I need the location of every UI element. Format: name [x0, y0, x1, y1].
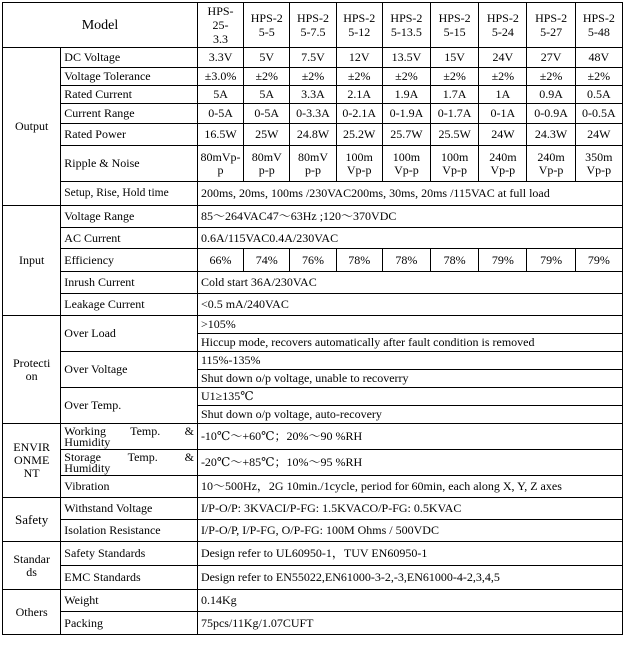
span-value: U1≥135℃	[197, 388, 622, 406]
value-cell: 240m Vp-p	[527, 146, 575, 182]
span-value: 0.14Kg	[197, 590, 622, 612]
span-value: Design refer to UL60950-1，TUV EN60950-1	[197, 542, 622, 566]
value-cell: 0-1.9A	[382, 104, 430, 124]
value-cell: 0-1.7A	[431, 104, 479, 124]
category-safety: Safety	[3, 498, 61, 542]
value-cell: 100m Vp-p	[431, 146, 479, 182]
value-cell: 100m Vp-p	[382, 146, 430, 182]
value-cell: 0-1A	[479, 104, 527, 124]
model-header-cell: HPS-25- 3.3	[197, 3, 243, 48]
value-cell: 15V	[431, 48, 479, 68]
value-cell: 3.3A	[290, 86, 336, 104]
row-label: Vibration	[61, 476, 198, 498]
value-cell: 24.8W	[290, 124, 336, 146]
value-cell: 0-0.9A	[527, 104, 575, 124]
working-temp-row	[3, 424, 623, 450]
over-temp-row-a	[3, 388, 623, 406]
row-label: Storage Temp. & Humidity	[61, 450, 198, 476]
value-cell: 24.3W	[527, 124, 575, 146]
model-header-cell: HPS-2 5-13.5	[382, 3, 430, 48]
emc-standards-row	[3, 566, 623, 590]
row-label: Over Voltage	[61, 352, 198, 388]
over-load-row-a	[3, 316, 623, 334]
span-value: 115%-135%	[197, 352, 622, 370]
value-cell: 1.9A	[382, 86, 430, 104]
value-cell: 24W	[479, 124, 527, 146]
value-cell: ±2%	[336, 68, 382, 86]
value-cell: 350m Vp-p	[575, 146, 622, 182]
row-label: Setup, Rise, Hold time	[61, 182, 198, 206]
value-cell: 5A	[244, 86, 290, 104]
value-cell: 12V	[336, 48, 382, 68]
safety-standards-row	[3, 542, 623, 566]
value-cell: ±2%	[527, 68, 575, 86]
value-cell: 240m Vp-p	[479, 146, 527, 182]
span-value: <0.5 mA/240VAC	[197, 294, 622, 316]
model-header-cell: HPS-2 5-48	[575, 3, 622, 48]
span-value: 10～500Hz，2G 10min./1cycle, period for 60min, each along X, Y, Z axes	[197, 476, 622, 498]
model-header-cell: HPS-2 5-7.5	[290, 3, 336, 48]
ripple-noise-row	[3, 146, 623, 182]
value-cell: ±2%	[575, 68, 622, 86]
value-cell: 7.5V	[290, 48, 336, 68]
row-label: Voltage Tolerance	[61, 68, 198, 86]
model-title: Model	[3, 3, 198, 48]
row-label: Packing	[61, 612, 198, 635]
row-label: Withstand Voltage	[61, 498, 198, 520]
value-cell: 5A	[197, 86, 243, 104]
value-cell: 80mVp-p	[197, 146, 243, 182]
span-value: Hiccup mode, recovers automatically after fault condition is removed	[197, 334, 622, 352]
value-cell: ±3.0%	[197, 68, 243, 86]
over-voltage-row-a	[3, 352, 623, 370]
category-environment: ENVIR ONME NT	[3, 424, 61, 498]
span-value: Shut down o/p voltage, auto-recovery	[197, 406, 622, 424]
category-standards: Standar ds	[3, 542, 61, 590]
rated-current-row	[3, 86, 623, 104]
row-label: Voltage Range	[61, 206, 198, 228]
value-cell: 2.1A	[336, 86, 382, 104]
value-cell: 1A	[479, 86, 527, 104]
value-cell: 79%	[479, 249, 527, 272]
model-header-cell: HPS-2 5-27	[527, 3, 575, 48]
value-cell: ±2%	[382, 68, 430, 86]
span-value: 0.6A/115VAC0.4A/230VAC	[197, 228, 622, 249]
model-header-cell: HPS-2 5-5	[244, 3, 290, 48]
category-output: Output	[3, 48, 61, 206]
span-value: Cold start 36A/230VAC	[197, 272, 622, 294]
value-cell: ±2%	[290, 68, 336, 86]
row-label: Over Temp.	[61, 388, 198, 424]
value-cell: 0.5A	[575, 86, 622, 104]
value-cell: 0-2.1A	[336, 104, 382, 124]
row-label: Working Temp. & Humidity	[61, 424, 198, 450]
efficiency-row	[3, 249, 623, 272]
value-cell: 66%	[197, 249, 243, 272]
value-cell: 78%	[431, 249, 479, 272]
value-cell: 25.7W	[382, 124, 430, 146]
value-cell: ±2%	[431, 68, 479, 86]
row-label: Rated Power	[61, 124, 198, 146]
value-cell: 24W	[575, 124, 622, 146]
value-cell: 0-3.3A	[290, 104, 336, 124]
voltage-tolerance-row	[3, 68, 623, 86]
leakage-current-row	[3, 294, 623, 316]
value-cell: 25W	[244, 124, 290, 146]
row-label: Safety Standards	[61, 542, 198, 566]
span-value: I/P-O/P: 3KVACI/P-FG: 1.5KVACO/P-FG: 0.5KVAC	[197, 498, 622, 520]
value-cell: 3.3V	[197, 48, 243, 68]
row-label: Ripple & Noise	[61, 146, 198, 182]
value-cell: 25.2W	[336, 124, 382, 146]
value-cell: 74%	[244, 249, 290, 272]
span-value: Design refer to EN55022,EN61000-3-2,-3,EN61000-4-2,3,4,5	[197, 566, 622, 590]
value-cell: 79%	[527, 249, 575, 272]
span-value: 75pcs/11Kg/1.07CUFT	[197, 612, 622, 635]
current-range-row	[3, 104, 623, 124]
span-value: I/P-O/P, I/P-FG, O/P-FG: 100M Ohms / 500VDC	[197, 520, 622, 542]
value-cell: 78%	[336, 249, 382, 272]
row-label: Efficiency	[61, 249, 198, 272]
value-cell: 48V	[575, 48, 622, 68]
span-value: 200ms, 20ms, 100ms /230VAC200ms, 30ms, 20ms /115VAC at full load	[197, 182, 622, 206]
spec-table	[2, 2, 623, 635]
value-cell: 13.5V	[382, 48, 430, 68]
weight-row	[3, 590, 623, 612]
value-cell: 76%	[290, 249, 336, 272]
span-value: -20℃～+85℃；10%～95 %RH	[197, 450, 622, 476]
row-label: Isolation Resistance	[61, 520, 198, 542]
value-cell: 16.5W	[197, 124, 243, 146]
row-label: AC Current	[61, 228, 198, 249]
storage-temp-row	[3, 450, 623, 476]
value-cell: 0.9A	[527, 86, 575, 104]
value-cell: ±2%	[244, 68, 290, 86]
value-cell: 0-5A	[197, 104, 243, 124]
span-value: Shut down o/p voltage, unable to recoverry	[197, 370, 622, 388]
voltage-range-row	[3, 206, 623, 228]
withstand-voltage-row	[3, 498, 623, 520]
value-cell: 1.7A	[431, 86, 479, 104]
value-cell: 79%	[575, 249, 622, 272]
row-label: Weight	[61, 590, 198, 612]
row-label: Inrush Current	[61, 272, 198, 294]
value-cell: ±2%	[479, 68, 527, 86]
setup-row	[3, 182, 623, 206]
value-cell: 100m Vp-p	[336, 146, 382, 182]
value-cell: 78%	[382, 249, 430, 272]
isolation-resistance-row	[3, 520, 623, 542]
category-others: Others	[3, 590, 61, 635]
inrush-current-row	[3, 272, 623, 294]
vibration-row	[3, 476, 623, 498]
span-value: -10℃～+60℃；20%～90 %RH	[197, 424, 622, 450]
value-cell: 5V	[244, 48, 290, 68]
row-label: Over Load	[61, 316, 198, 352]
value-cell: 80mV p-p	[290, 146, 336, 182]
dc-voltage-row	[3, 48, 623, 68]
row-label: EMC Standards	[61, 566, 198, 590]
model-header-cell: HPS-2 5-12	[336, 3, 382, 48]
model-header-cell: HPS-2 5-15	[431, 3, 479, 48]
value-cell: 0-5A	[244, 104, 290, 124]
value-cell: 27V	[527, 48, 575, 68]
ac-current-row	[3, 228, 623, 249]
span-value: 85～264VAC47～63Hz ;120～370VDC	[197, 206, 622, 228]
rated-power-row	[3, 124, 623, 146]
category-protection: Protecti on	[3, 316, 61, 424]
value-cell: 0-0.5A	[575, 104, 622, 124]
value-cell: 80mV p-p	[244, 146, 290, 182]
value-cell: 25.5W	[431, 124, 479, 146]
packing-row	[3, 612, 623, 635]
category-input: Input	[3, 206, 61, 316]
span-value: >105%	[197, 316, 622, 334]
row-label: Rated Current	[61, 86, 198, 104]
value-cell: 24V	[479, 48, 527, 68]
row-label: Leakage Current	[61, 294, 198, 316]
row-label: Current Range	[61, 104, 198, 124]
model-header-row	[3, 3, 623, 48]
row-label: DC Voltage	[61, 48, 198, 68]
model-header-cell: HPS-2 5-24	[479, 3, 527, 48]
